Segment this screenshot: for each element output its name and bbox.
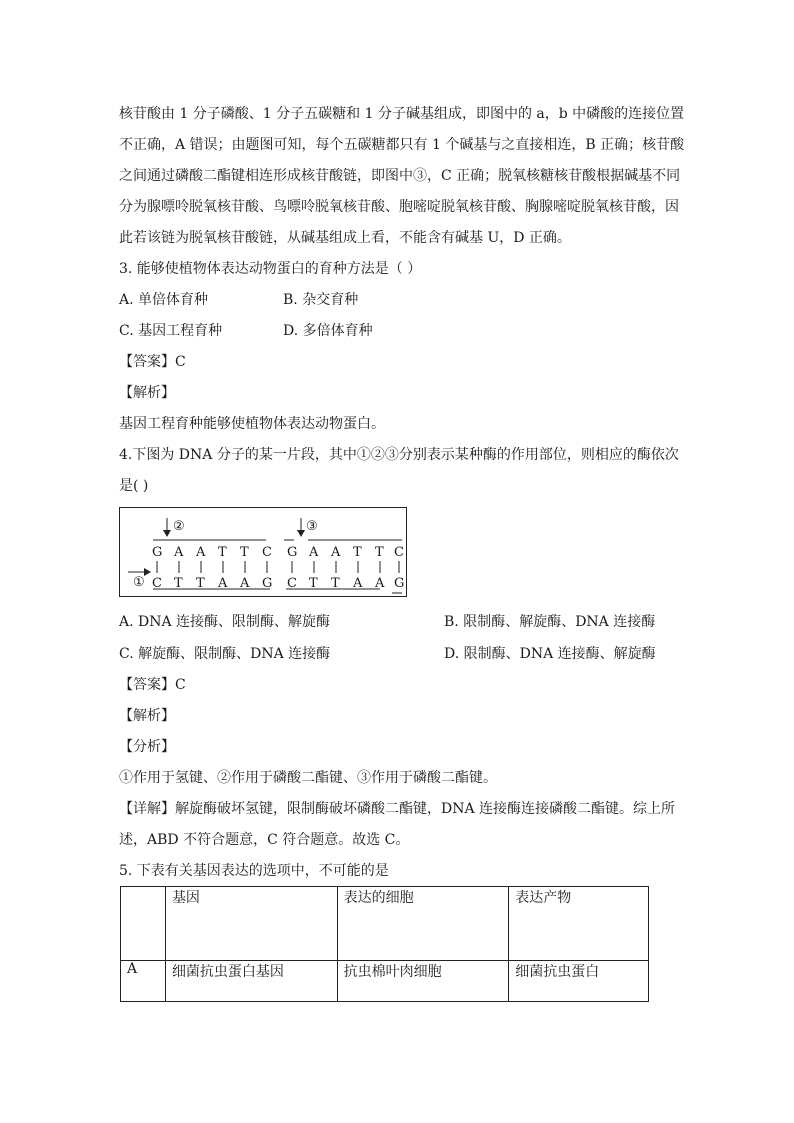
- explanation-line-4: 分为腺嘌呤脱氧核苷酸、鸟嘌呤脱氧核苷酸、胞嘧啶脱氧核苷酸、胸腺嘧啶脱氧核苷酸，因: [119, 199, 679, 215]
- bottom-strand-base: C: [287, 576, 297, 591]
- top-strand-base: T: [353, 545, 362, 560]
- top-strand-base: G: [287, 545, 298, 560]
- q3-stem: 3. 能够使植物体表达动物蛋白的育种方法是（ ）: [119, 261, 422, 277]
- table-row: [121, 961, 649, 1002]
- table-cell: 抗虫棉叶肉细胞: [337, 961, 509, 1002]
- q4-fenxi-label: 【分析】: [119, 739, 175, 755]
- arrow-1-head: [144, 568, 151, 576]
- bottom-strand-base: G: [394, 576, 405, 591]
- arrow-2-head: [163, 530, 171, 537]
- q5-stem: 5. 下表有关基因表达的选项中，不可能的是: [119, 863, 389, 879]
- bottom-strand-base: C: [152, 576, 162, 591]
- explanation-line-1: 核苷酸由 1 分子磷酸、1 分子五碳糖和 1 分子碱基组成，即图中的 a，b 中磷酸的连接位置: [119, 106, 685, 122]
- q3-option-c: C. 基因工程育种: [119, 323, 223, 339]
- mark-3-label: ③: [306, 519, 318, 534]
- mark-1-label: ①: [133, 575, 145, 590]
- top-strand-base: A: [174, 545, 184, 560]
- table-cell: A: [121, 961, 166, 1002]
- top-strand-base: A: [331, 545, 341, 560]
- q4-stem-line-1: 4.下图为 DNA 分子的某一片段，其中①②③分别表示某种酶的作用部位，则相应的酶依次: [119, 447, 679, 463]
- table-header-cell: 表达产物: [509, 887, 649, 961]
- top-strand-base: A: [309, 545, 319, 560]
- q3-analysis-label: 【解析】: [119, 385, 175, 401]
- bottom-strand-base: A: [218, 576, 228, 591]
- q4-stem-line-2: 是( ): [119, 478, 149, 494]
- table-cell: 细菌抗虫蛋白基因: [165, 961, 337, 1002]
- q4-detail-line-1: 【详解】解旋酶破坏氢键，限制酶破坏磷酸二酯键，DNA 连接酶连接磷酸二酯键。综上所: [119, 801, 676, 817]
- dna-fragment-diagram: [119, 507, 407, 597]
- bottom-strand-base: A: [375, 576, 385, 591]
- q4-analysis-label: 【解析】: [119, 708, 175, 724]
- q4-fenxi: ①作用于氢键、②作用于磷酸二酯键、③作用于磷酸二酯键。: [119, 770, 497, 786]
- top-strand-base: T: [240, 545, 249, 560]
- q4-option-d: D. 限制酶、DNA 连接酶、解旋酶: [444, 646, 656, 662]
- top-strand-base: A: [196, 545, 206, 560]
- q3-option-d: D. 多倍体育种: [283, 323, 373, 339]
- bottom-strand-base: T: [309, 576, 318, 591]
- bottom-strand-base: T: [196, 576, 205, 591]
- explanation-line-5: 此若该链为脱氧核苷酸链，从碱基组成上看，不能含有碱基 U，D 正确。: [119, 230, 571, 246]
- table-header-cell: [121, 887, 166, 961]
- top-strand-base: T: [375, 545, 384, 560]
- q3-answer: 【答案】C: [119, 354, 186, 370]
- dna-diagram-svg: [120, 508, 408, 598]
- q4-option-b: B. 限制酶、解旋酶、DNA 连接酶: [444, 614, 656, 630]
- table-header-cell: 表达的细胞: [337, 887, 509, 961]
- bottom-strand-base: A: [353, 576, 363, 591]
- mark-2-label: ②: [173, 519, 185, 534]
- top-strand-base: C: [262, 545, 272, 560]
- bottom-strand-base: T: [174, 576, 183, 591]
- q4-detail-line-2: 述，ABD 不符合题意，C 符合题意。故选 C。: [119, 832, 410, 848]
- top-strand-base: T: [218, 545, 227, 560]
- top-strand-base: G: [152, 545, 163, 560]
- q4-option-a: A. DNA 连接酶、限制酶、解旋酶: [119, 614, 331, 630]
- table-header-cell: 基因: [165, 887, 337, 961]
- top-strand-base: C: [394, 545, 404, 560]
- q4-answer: 【答案】C: [119, 677, 186, 693]
- arrow-3-head: [297, 530, 305, 537]
- bottom-strand-base: A: [240, 576, 250, 591]
- table-header-row: [121, 887, 649, 961]
- explanation-line-3: 之间通过磷酸二酯键相连形成核苷酸链，即图中③，C 正确；脱氧核糖核苷酸根据碱基不同: [119, 168, 681, 184]
- explanation-line-2: 不正确，A 错误；由题图可知，每个五碳糖都只有 1 个碱基与之直接相连，B 正确；核苷酸: [119, 137, 685, 153]
- bottom-strand-base: G: [262, 576, 273, 591]
- bottom-strand-base: T: [331, 576, 340, 591]
- q3-analysis: 基因工程育种能够使植物体表达动物蛋白。: [119, 416, 385, 432]
- q4-option-c: C. 解旋酶、限制酶、DNA 连接酶: [119, 646, 331, 662]
- q3-option-b: B. 杂交育种: [283, 292, 359, 308]
- gene-expression-table: [120, 886, 649, 1002]
- table-cell: 细菌抗虫蛋白: [509, 961, 649, 1002]
- q3-option-a: A. 单倍体育种: [119, 292, 209, 308]
